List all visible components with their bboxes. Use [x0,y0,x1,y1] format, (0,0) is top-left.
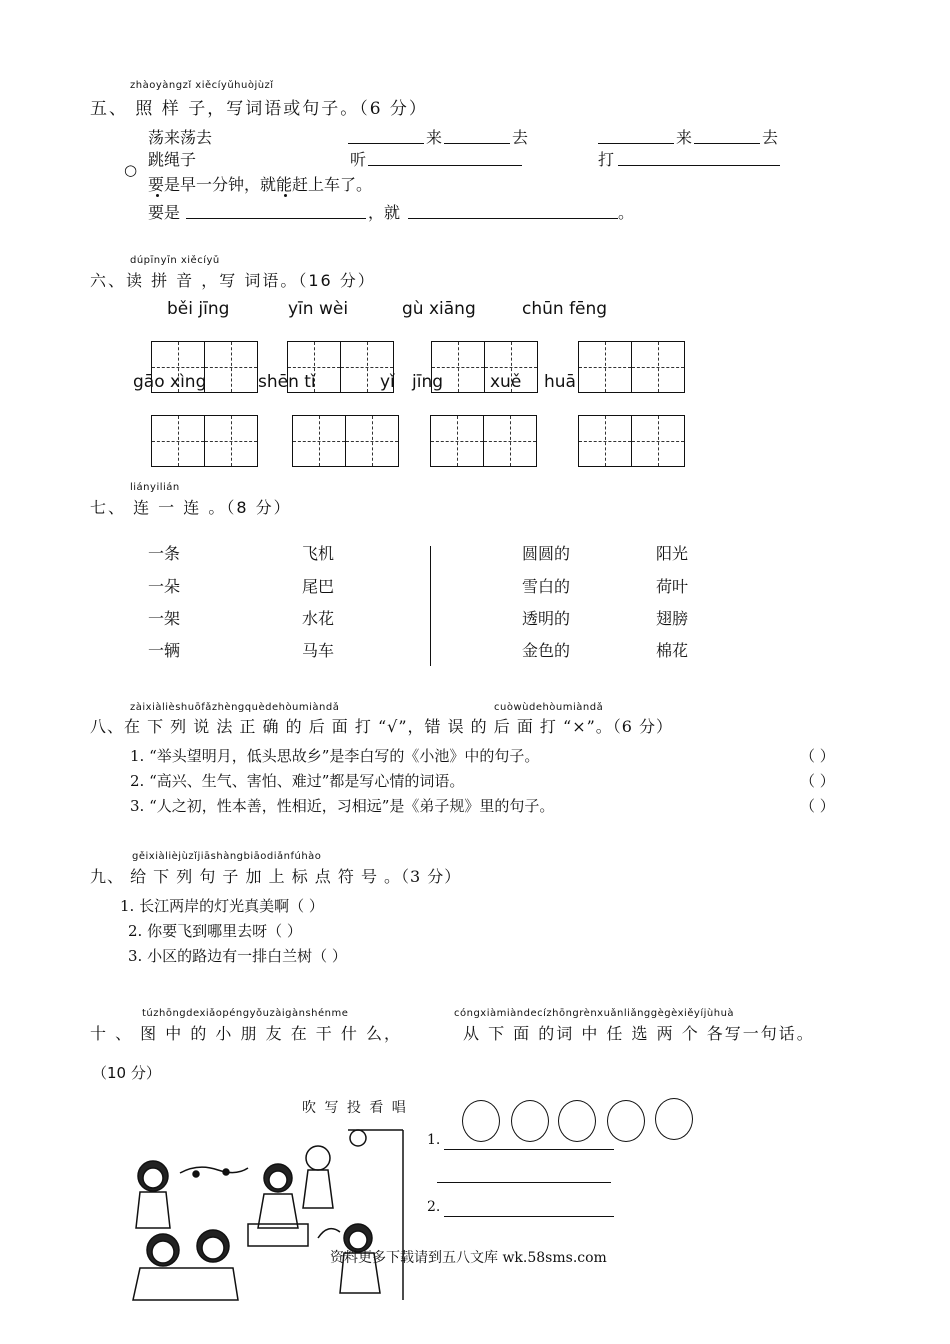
pinyin-word: huā [544,372,576,392]
s9-item: 2. 你要飞到哪里去呀（ ） [128,922,302,940]
answer-circle[interactable] [655,1098,693,1140]
pinyin-word: gāo xìng [133,372,207,392]
match-item[interactable]: 水花 [302,609,335,628]
s8-item: 2. “高兴、生气、害怕、难过”都是写心情的词语。 [130,772,465,790]
pinyin-word: běi jīng [167,299,230,319]
s7-title: 七、 连 一 连 。（8 分） [90,498,292,517]
s5-r4-c: 。 [618,203,635,222]
blank[interactable] [444,1216,614,1217]
match-item[interactable]: 圆圆的 [522,544,571,563]
blank[interactable] [348,143,424,144]
blank[interactable] [408,218,618,219]
children-illustration [118,1128,408,1303]
s5-r2-left: 跳绳子 [148,150,197,169]
s10-n2: 2. [427,1199,441,1215]
tianzige-grid[interactable] [151,415,257,467]
blank[interactable] [694,143,760,144]
answer-circle[interactable] [558,1100,596,1142]
divider [430,546,431,666]
match-item[interactable]: 透明的 [522,609,571,628]
s5-r1-right-a: 来 [676,128,693,147]
s5-r3: 要是早一分钟，就能赶上车了。 [148,175,373,194]
s10-words: 吹 写 投 看 唱 [302,1100,408,1116]
match-item[interactable]: 翅膀 [656,609,689,628]
s8-title: 八、在 下 列 说 法 正 确 的 后 面 打 “√”，错 误 的 后 面 打 “×”。（6 分） [90,717,674,736]
answer-paren[interactable]: （ ） [800,772,835,790]
match-item[interactable]: 雪白的 [522,577,571,596]
s5-r2-mid: 听 [350,150,367,169]
pinyin-word: jīng [412,372,444,392]
s10-n1: 1. [427,1132,441,1148]
emphasis-dot [156,194,159,197]
match-item[interactable]: 阳光 [656,544,689,563]
s10-pinyin-a: túzhōngdexiǎopéngyǒuzàigànshénme [142,1008,349,1019]
s9-item: 1. 长江两岸的灯光真美啊（ ） [120,897,324,915]
answer-paren[interactable]: （ ） [800,747,835,765]
s6-title: 六、读 拼 音 ，写 词语。（16 分） [90,271,376,290]
s6-pinyin: dúpīnyīn xiěcíyǔ [130,255,220,266]
pinyin-word: yǐ [380,372,395,392]
match-item[interactable]: 飞机 [302,544,335,563]
s7-pinyin: liányilián [130,482,180,493]
answer-circle[interactable] [462,1100,500,1142]
s5-r2-right: 打 [598,150,615,169]
tianzige-grid[interactable] [430,415,536,467]
pinyin-word: chūn fēng [522,299,608,319]
match-item[interactable]: 一辆 [148,641,181,660]
blank[interactable] [598,143,674,144]
s5-r4-a: 要是 [148,203,181,222]
pinyin-word: xuě [490,372,522,392]
pinyin-word: gù xiāng [402,299,476,319]
tianzige-grid[interactable] [578,341,684,393]
match-item[interactable]: 棉花 [656,641,689,660]
blank[interactable] [437,1182,611,1183]
pinyin-word: shēn tǐ [258,372,316,392]
emphasis-dot [284,194,287,197]
blank[interactable] [444,143,510,144]
blank[interactable] [186,218,366,219]
s10-score: （10 分） [92,1064,161,1082]
blank[interactable] [444,1149,614,1150]
match-item[interactable]: 马车 [302,641,335,660]
s10-title-b: 从 下 面 的词 中 任 选 两 个 各写一句话。 [463,1024,815,1043]
s9-item: 3. 小区的路边有一排白兰树（ ） [128,947,347,965]
s5-title: 五、 照 样 子，写词语或句子。（6 分） [90,99,428,119]
s10-pinyin-b: cóngxiàmiàndecízhōngrènxuǎnliǎnggègèxiěyíjùhuà [454,1008,735,1019]
match-item[interactable]: 一架 [148,609,181,628]
s9-title: 九、 给 下 列 句 子 加 上 标 点 符 号 。（3 分） [90,867,462,886]
s8-pinyin-a: zàixiàlièshuōfǎzhèngquèdehòumiàndǎ [130,702,340,713]
s5-r1-mid-a: 来 [426,128,443,147]
s5-circle: ○ [124,161,138,179]
s10-title-a: 十 、 图 中 的 小 朋 友 在 干 什 么， [90,1024,402,1043]
answer-circle[interactable] [511,1100,549,1142]
s5-r1-left: 荡来荡去 [148,128,213,147]
pinyin-word: yīn wèi [288,299,349,319]
match-item[interactable]: 荷叶 [656,577,689,596]
answer-paren[interactable]: （ ） [800,797,835,815]
s9-pinyin: gěixiàlièjùzǐjiāshàngbiāodiǎnfúhào [132,851,322,862]
match-item[interactable]: 一朵 [148,577,181,596]
s5-r1-right-b: 去 [762,128,779,147]
footer-watermark: 资料更多下载请到五八文库 wk.58sms.com [330,1250,607,1266]
tianzige-grid[interactable] [292,415,398,467]
s5-r1-mid-b: 去 [512,128,529,147]
match-item[interactable]: 金色的 [522,641,571,660]
s8-item: 1. “举头望明月，低头思故乡”是李白写的《小池》中的句子。 [130,747,540,765]
answer-circle[interactable] [607,1100,645,1142]
blank[interactable] [368,165,522,166]
s5-r4-b: ，就 [368,203,401,222]
tianzige-grid[interactable] [578,415,684,467]
s8-item: 3. “人之初，性本善，性相近，习相远”是《弟子规》里的句子。 [130,797,555,815]
s5-pinyin: zhàoyàngzǐ xiěcíyǔhuòjùzǐ [130,80,274,91]
match-item[interactable]: 一条 [148,544,181,563]
blank[interactable] [618,165,780,166]
s8-pinyin-b: cuòwùdehòumiàndǎ [494,702,604,713]
match-item[interactable]: 尾巴 [302,577,335,596]
